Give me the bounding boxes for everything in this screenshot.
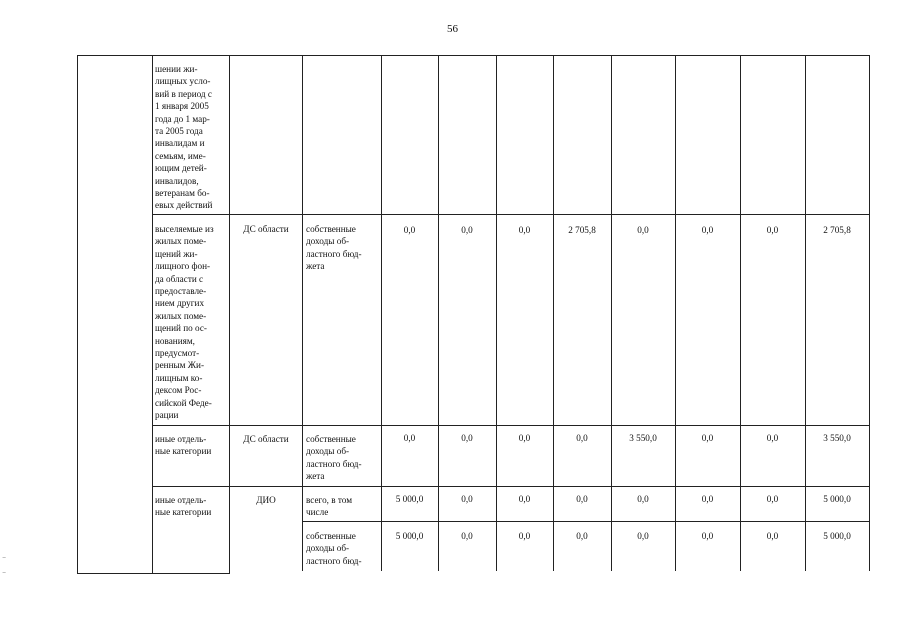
value-cell: 3 550,0 xyxy=(823,433,851,443)
row-divider xyxy=(152,486,869,487)
value-cell: 0,0 xyxy=(518,494,531,504)
value-cell: 0,0 xyxy=(701,531,714,541)
scan-margin-mark: ⁻ xyxy=(2,570,7,579)
value-cell: 0,0 xyxy=(461,531,473,541)
value-cell: 0,0 xyxy=(766,225,779,235)
column-divider xyxy=(229,55,230,574)
value-cell: 0,0 xyxy=(576,531,588,541)
value-cell: 5 000,0 xyxy=(395,494,424,504)
value-cell: 5 000,0 xyxy=(823,531,851,541)
value-cell: 0,0 xyxy=(518,531,531,541)
value-cell: 0,0 xyxy=(766,494,779,504)
value-cell: 5 000,0 xyxy=(823,494,851,504)
category-cell: иные отдель- ные категории xyxy=(155,434,212,457)
funding-source-cell: собственные доходы об- ластного бюд- жета xyxy=(306,434,362,482)
value-cell: 0,0 xyxy=(766,433,779,443)
column-divider xyxy=(152,55,153,574)
value-cell: 0,0 xyxy=(766,531,779,541)
category-cell: иные отдель- ные категории xyxy=(155,495,212,518)
executor-cell: ДИО xyxy=(256,495,276,505)
value-cell: 0,0 xyxy=(461,494,473,504)
value-cell: 0,0 xyxy=(576,433,588,443)
page-number: 56 xyxy=(447,23,458,35)
executor-cell: ДС области xyxy=(243,224,289,234)
value-cell: 0,0 xyxy=(403,433,416,443)
value-cell: 5 000,0 xyxy=(395,531,424,541)
value-cell: 0,0 xyxy=(701,433,714,443)
funding-source-cell: собственные доходы об- ластного бюд- жета xyxy=(306,224,362,272)
value-cell: 0,0 xyxy=(637,494,649,504)
value-cell: 3 550,0 xyxy=(629,433,657,443)
funding-source-cell: собственные доходы об- ластного бюд- xyxy=(306,531,362,566)
table-bottom-border xyxy=(77,573,229,574)
row-divider xyxy=(152,214,869,215)
value-cell: 0,0 xyxy=(461,433,473,443)
column-divider xyxy=(869,55,870,571)
value-cell: 0,0 xyxy=(518,225,531,235)
value-cell: 0,0 xyxy=(576,494,588,504)
category-cell: выселяемые из жилых поме- щений жи- лищного фон- да области с предоставле- нием других жилых поме- щений по ос- нованиям, предусмот- ренным Жи- лищным ко- дексом Рос- сийской Феде- рации xyxy=(155,224,214,421)
value-cell: 0,0 xyxy=(701,225,714,235)
value-cell: 0,0 xyxy=(637,225,649,235)
table-top-border xyxy=(77,55,869,56)
value-cell: 2 705,8 xyxy=(568,225,596,235)
value-cell: 0,0 xyxy=(403,225,416,235)
column-divider xyxy=(302,55,303,571)
executor-cell: ДС области xyxy=(243,434,289,444)
value-cell: 0,0 xyxy=(518,433,531,443)
value-cell: 0,0 xyxy=(461,225,473,235)
column-divider xyxy=(77,55,78,574)
category-cell: шении жи- лищных усло- вий в период с 1 января 2005 года до 1 мар- та 2005 года инвалидам и семьям, име- ющим детей- инвалидов, ветеранам бо- евых действий xyxy=(155,64,213,211)
row-divider xyxy=(152,425,869,426)
value-cell: 2 705,8 xyxy=(823,225,851,235)
funding-source-cell: всего, в том числе xyxy=(306,495,353,518)
row-divider xyxy=(302,521,869,522)
value-cell: 0,0 xyxy=(701,494,714,504)
scan-margin-mark: ⁻ xyxy=(2,555,7,564)
value-cell: 0,0 xyxy=(637,531,649,541)
